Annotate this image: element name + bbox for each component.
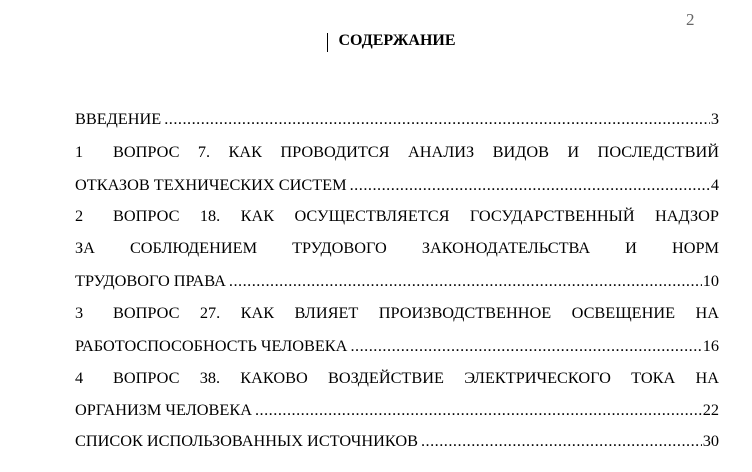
dot-leader — [255, 399, 702, 421]
toc-entry-2-line[interactable] — [75, 237, 719, 259]
toc-page-number: 30 — [702, 431, 719, 450]
dot-leader — [350, 335, 701, 357]
toc-entry-text: РАБОТОСПОСОБНОСТЬ ЧЕЛОВЕКА — [75, 336, 348, 355]
toc-entry-text: ОРГАНИЗМ ЧЕЛОВЕКА — [75, 400, 252, 419]
toc-entry-text: ВОПРОС 7. КАК ПРОВОДИТСЯ АНАЛИЗ ВИДОВ И ПОСЛЕДСТВИЙ — [113, 142, 719, 161]
page-number: 2 — [686, 10, 695, 29]
toc-entry-3-last[interactable] — [75, 335, 719, 357]
toc-entry-number: 4 — [75, 368, 84, 387]
toc-entry-intro[interactable] — [75, 108, 719, 130]
toc-page-number: 3 — [710, 109, 719, 128]
dot-leader — [229, 270, 702, 292]
toc-entry-text: ТРУДОВОГО ПРАВА — [75, 271, 226, 290]
toc-page-number: 16 — [702, 336, 719, 355]
toc-entry-number: 1 — [75, 142, 84, 161]
toc-entry-4-line[interactable] — [75, 367, 719, 389]
dot-leader — [421, 430, 702, 452]
toc-entry-4-last[interactable] — [75, 399, 719, 421]
toc-entry-text: СПИСОК ИСПОЛЬЗОВАННЫХ ИСТОЧНИКОВ — [75, 431, 418, 450]
toc-entry-text: ЗА СОБЛЮДЕНИЕМ ТРУДОВОГО ЗАКОНОДАТЕЛЬСТВА И НОРМ — [75, 238, 719, 257]
toc-entry-text: ОТКАЗОВ ТЕХНИЧЕСКИХ СИСТЕМ — [75, 175, 347, 194]
toc-entry-number: 3 — [75, 303, 84, 322]
toc-entry-2-last[interactable] — [75, 270, 719, 292]
toc-entry-number: 2 — [75, 206, 84, 225]
toc-page-number: 22 — [702, 400, 719, 419]
toc-entry-text: ВВЕДЕНИЕ — [75, 109, 162, 128]
dot-leader — [164, 108, 710, 130]
toc-entry-text: ВОПРОС 38. КАКОВО ВОЗДЕЙСТВИЕ ЭЛЕКТРИЧЕСКОГО ТОКА НА — [113, 368, 719, 387]
toc-entry-2-line[interactable] — [75, 205, 719, 227]
toc-page-number: 4 — [710, 175, 719, 194]
toc-entry-1-last[interactable] — [75, 174, 719, 196]
page-title[interactable]: СОДЕРЖАНИЕ — [338, 32, 456, 49]
toc-entry-text: ВОПРОС 18. КАК ОСУЩЕСТВЛЯЕТСЯ ГОСУДАРСТВЕННЫЙ НАДЗОР — [113, 206, 719, 225]
toc-page-number: 10 — [702, 271, 719, 290]
toc-entry-text: ВОПРОС 27. КАК ВЛИЯЕТ ПРОИЗВОДСТВЕННОЕ ОСВЕЩЕНИЕ НА — [113, 303, 719, 322]
toc-entry-1-line[interactable] — [75, 141, 719, 163]
dot-leader — [350, 174, 710, 196]
toc-entry-references[interactable] — [75, 430, 719, 452]
toc-entry-3-line[interactable] — [75, 302, 719, 324]
